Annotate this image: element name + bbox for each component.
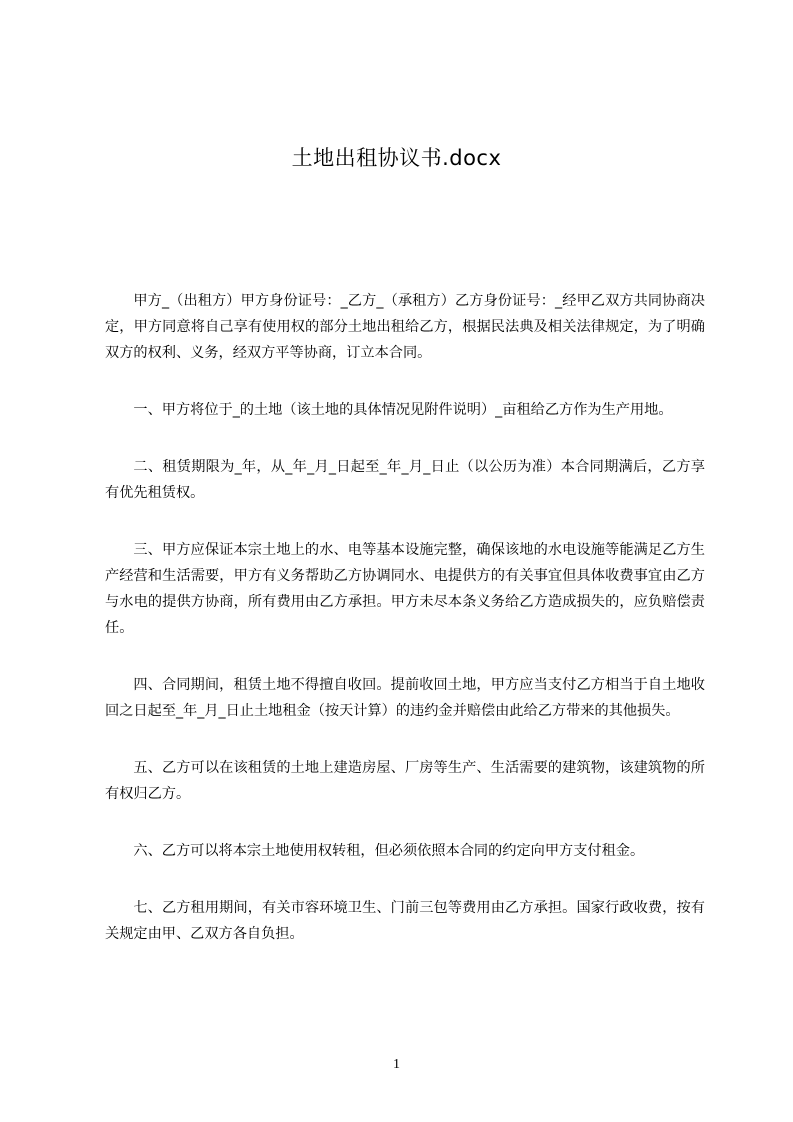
paragraph-clause-6: 六、乙方可以将本宗土地使用权转租，但必须依照本合同的约定向甲方支付租金。 bbox=[133, 843, 645, 859]
document-title: 土地出租协议书.docx bbox=[291, 146, 502, 170]
paragraph-clause-5: 五、乙方可以在该租赁的土地上建造房屋、厂房等生产、生活需要的建筑物，该建筑物的所有权归乙方。 bbox=[105, 760, 705, 802]
paragraph-clause-2: 二、租赁期限为_年，从_年_月_日起至_年_月_日止（以公历为准）本合同期满后，乙方享有优先租赁权。 bbox=[105, 459, 705, 501]
paragraph-preamble: 甲方_（出租方）甲方身份证号：_乙方_（承租方）乙方身份证号：_经甲乙双方共同协商决定，甲方同意将自己享有使用权的部分土地出租给乙方，根据民法典及相关法律规定，为了明确双方的权利、义务，经双方平等协商，订立本合同。 bbox=[105, 293, 705, 361]
page-number: 1 bbox=[393, 1057, 400, 1072]
paragraph-clause-4: 四、合同期间，租赁土地不得擅自收回。提前收回土地，甲方应当支付乙方相当于自土地收回之日起至_年_月_日止土地租金（按天计算）的违约金并赔偿由此给乙方带来的其他损失。 bbox=[105, 677, 705, 719]
document-body bbox=[105, 288, 705, 947]
paragraph-clause-1: 一、甲方将位于_的土地（该土地的具体情况见附件说明）_亩租给乙方作为生产用地。 bbox=[133, 402, 673, 418]
paragraph-clause-3: 三、甲方应保证本宗土地上的水、电等基本设施完整，确保该地的水电设施等能满足乙方生产经营和生活需要，甲方有义务帮助乙方协调同水、电提供方的有关事宜但具体收费事宜由乙方与水电的提供方协商，所有费用由乙方承担。甲方未尽本条义务给乙方造成损失的，应负赔偿责任。 bbox=[105, 542, 705, 636]
paragraph-clause-7: 七、乙方租用期间，有关市容环境卫生、门前三包等费用由乙方承担。国家行政收费，按有关规定由甲、乙双方各自负担。 bbox=[105, 900, 705, 942]
